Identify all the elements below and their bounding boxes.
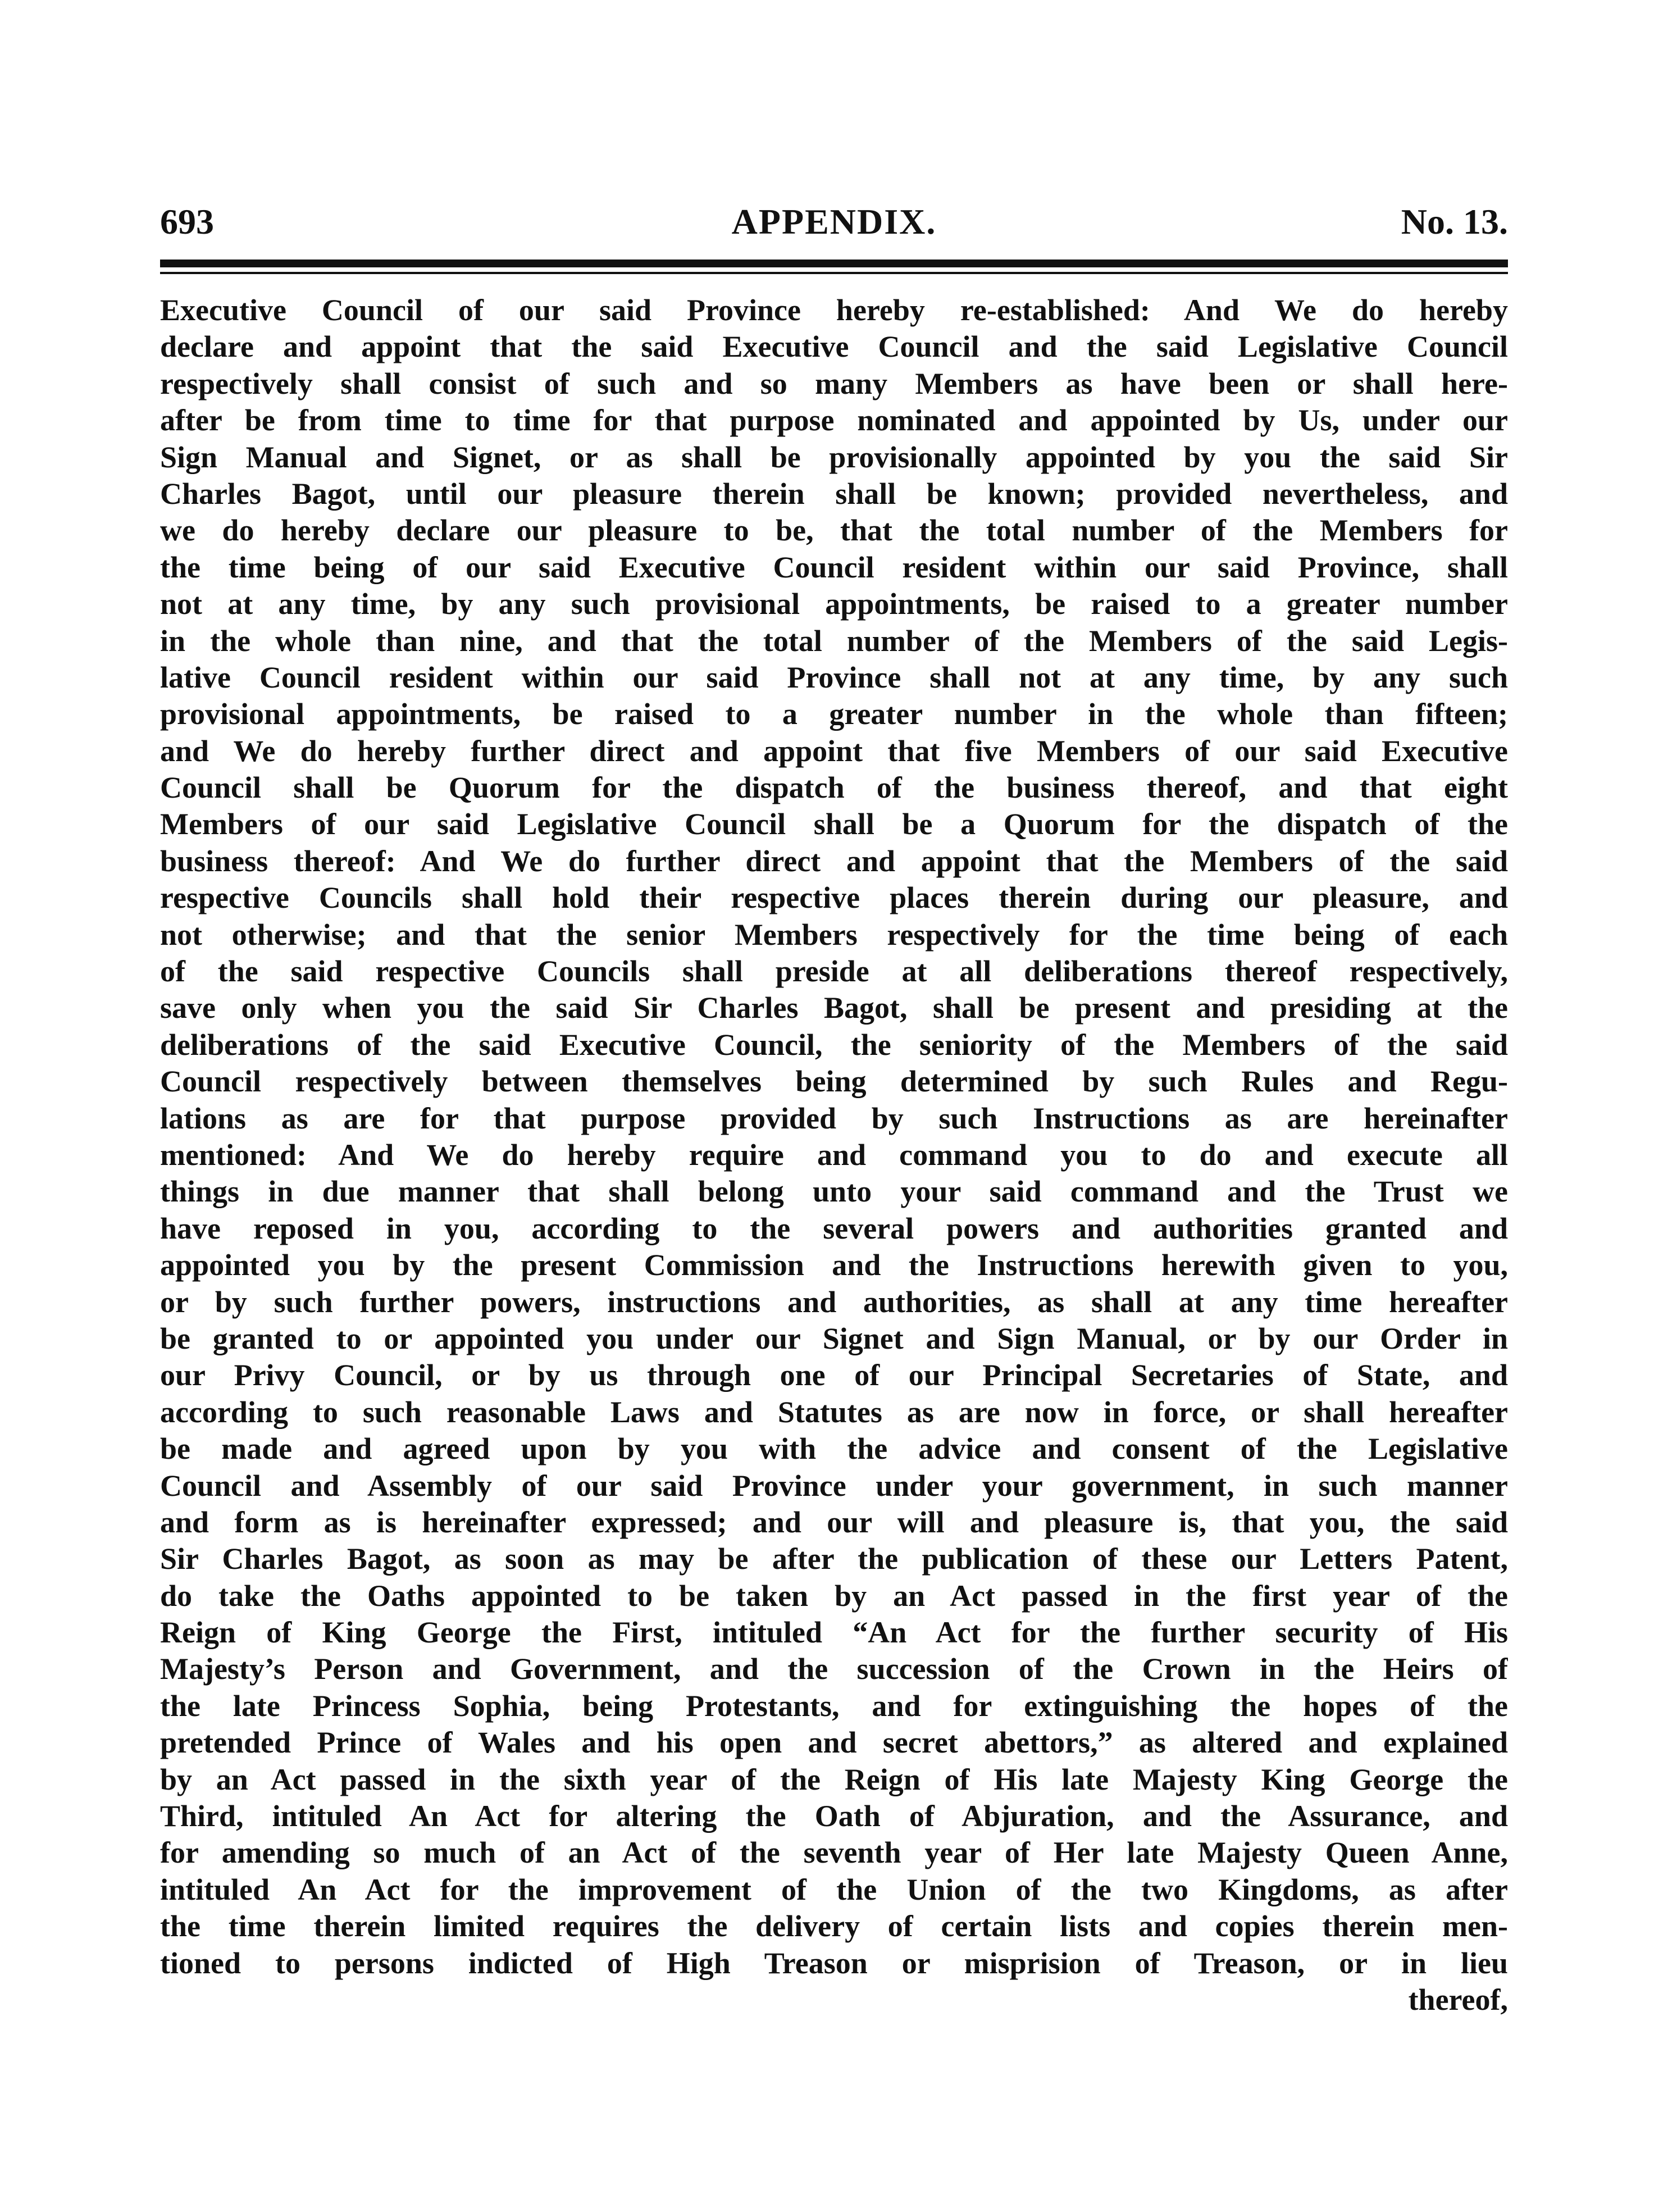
text-line: be made and agreed upon by you with the advice and consent of the Legislative: [160, 1432, 1508, 1466]
text-line: and We do hereby further direct and appoint that five Members of our said Executive: [160, 734, 1508, 768]
appendix-number: No. 13.: [1401, 202, 1508, 242]
text-line: Sir Charles Bagot, as soon as may be after the publication of these our Letters Patent,: [160, 1542, 1508, 1576]
text-line: Council shall be Quorum for the dispatch of the business thereof, and that eight: [160, 771, 1508, 805]
text-line: have reposed in you, according to the several powers and authorities granted and: [160, 1211, 1508, 1245]
text-line: according to such reasonable Laws and Statutes as are now in force, or shall hereafter: [160, 1395, 1508, 1429]
text-line: Reign of King George the First, intituled “An Act for the further security of His: [160, 1615, 1508, 1650]
text-line: do take the Oaths appointed to be taken by an Act passed in the first year of the: [160, 1578, 1508, 1613]
text-line: in the whole than nine, and that the total number of the Members of the said Legis-: [160, 623, 1508, 658]
text-line: by an Act passed in the sixth year of the Reign of His late Majesty King George the: [160, 1762, 1508, 1796]
text-line: thereof,: [1408, 1982, 1508, 2017]
text-line: intituled An Act for the improvement of the Union of the two Kingdoms, as after: [160, 1872, 1508, 1906]
text-line: lations as are for that purpose provided by such Instructions as are hereinafter: [160, 1101, 1508, 1135]
text-line: tioned to persons indicted of High Treason or misprision of Treason, or in lieu: [160, 1946, 1508, 1980]
text-line: not otherwise; and that the senior Members respectively for the time being of each: [160, 917, 1508, 952]
text-line: for amending so much of an Act of the seventh year of Her late Majesty Queen Anne,: [160, 1836, 1508, 1870]
header-rule-thin: [160, 272, 1508, 274]
text-line: lative Council resident within our said Province shall not at any time, by any such: [160, 660, 1508, 694]
text-line: or by such further powers, instructions and authorities, as shall at any time hereafter: [160, 1285, 1508, 1319]
text-line: deliberations of the said Executive Council, the seniority of the Members of the said: [160, 1027, 1508, 1062]
text-line: provisional appointments, be raised to a greater number in the whole than fifteen;: [160, 697, 1508, 731]
text-line: our Privy Council, or by us through one of our Principal Secretaries of State, and: [160, 1358, 1508, 1392]
body-text: [160, 292, 1508, 2018]
text-line: Third, intituled An Act for altering the Oath of Abjuration, and the Assurance, and: [160, 1799, 1508, 1833]
text-line: mentioned: And We do hereby require and command you to do and execute all: [160, 1137, 1508, 1172]
text-line: Majesty’s Person and Government, and the succession of the Crown in the Heirs of: [160, 1652, 1508, 1686]
text-line: appointed you by the present Commission and the Instructions herewith given to you,: [160, 1248, 1508, 1282]
text-line: we do hereby declare our pleasure to be, that the total number of the Members for: [160, 513, 1508, 548]
text-line: after be from time to time for that purpose nominated and appointed by Us, under our: [160, 403, 1508, 438]
running-head: [160, 199, 1508, 244]
text-line: the time being of our said Executive Council resident within our said Province, shall: [160, 550, 1508, 584]
text-line: not at any time, by any such provisional appointments, be raised to a greater number: [160, 587, 1508, 621]
text-line: and form as is hereinafter expressed; and our will and pleasure is, that you, the said: [160, 1505, 1508, 1539]
header-rule-thick: [160, 260, 1508, 267]
text-line: Members of our said Legislative Council shall be a Quorum for the dispatch of the: [160, 807, 1508, 841]
page-number: 693: [160, 202, 214, 242]
text-line: declare and appoint that the said Executive Council and the said Legislative Council: [160, 330, 1508, 364]
text-line: pretended Prince of Wales and his open and secret abettors,” as altered and explained: [160, 1726, 1508, 1760]
text-line: things in due manner that shall belong unto your said command and the Trust we: [160, 1175, 1508, 1209]
text-line: Council respectively between themselves being determined by such Rules and Regu-: [160, 1064, 1508, 1099]
text-line: of the said respective Councils shall preside at all deliberations thereof respectively,: [160, 954, 1508, 989]
text-line: business thereof: And We do further direct and appoint that the Members of the said: [160, 844, 1508, 878]
text-line: save only when you the said Sir Charles Bagot, shall be present and presiding at the: [160, 991, 1508, 1025]
section-title: APPENDIX.: [731, 202, 937, 242]
text-line: the late Princess Sophia, being Protestants, and for extinguishing the hopes of the: [160, 1688, 1508, 1723]
text-line: be granted to or appointed you under our Signet and Sign Manual, or by our Order in: [160, 1321, 1508, 1355]
text-line: respectively shall consist of such and so many Members as have been or shall here-: [160, 366, 1508, 400]
text-line: Executive Council of our said Province hereby re-established: And We do hereby: [160, 293, 1508, 327]
text-line: the time therein limited requires the delivery of certain lists and copies therein men-: [160, 1909, 1508, 1944]
text-line: Charles Bagot, until our pleasure therein shall be known; provided nevertheless, and: [160, 476, 1508, 511]
text-line: Council and Assembly of our said Province under your government, in such manner: [160, 1468, 1508, 1503]
text-line: Sign Manual and Signet, or as shall be provisionally appointed by you the said Sir: [160, 440, 1508, 474]
text-line: respective Councils shall hold their respective places therein during our pleasure, and: [160, 881, 1508, 915]
